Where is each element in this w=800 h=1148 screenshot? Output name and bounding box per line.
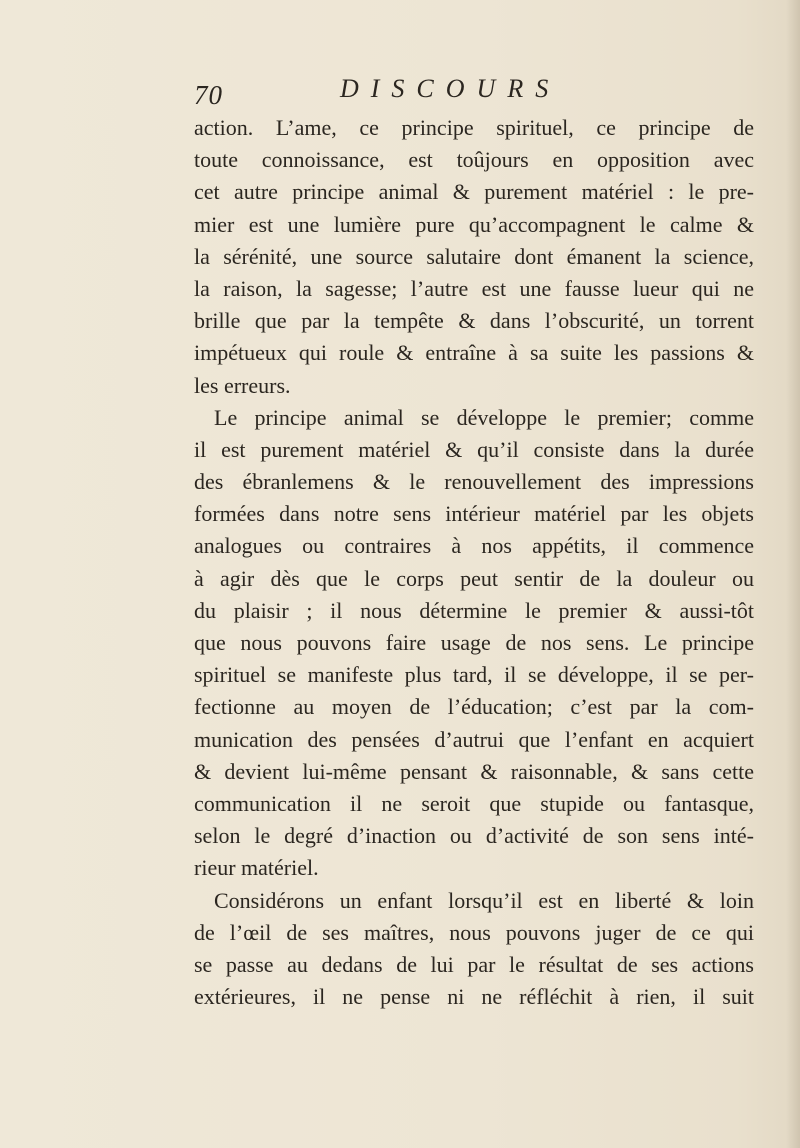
page-number: 70 [194, 80, 223, 110]
text-line: extérieures, il ne pense ni ne réfléchit à rien, il suit [194, 984, 754, 1010]
text-line: toute connoissance, est toûjours en opposition avec [194, 147, 754, 173]
text-line: mier est une lumière pure qu’accompagnent le calme & [194, 211, 754, 237]
text-line: du plaisir ; il nous détermine le premier & aussi-tôt [194, 597, 754, 623]
text-line: selon le degré d’inaction ou d’activité de son sens inté- [194, 823, 754, 849]
text-line: des ébranlemens & le renouvellement des impressions [194, 469, 754, 495]
text-line: il est purement matériel & qu’il consiste dans la durée [194, 436, 754, 462]
text-line: de l’œil de ses maîtres, nous pouvons juger de ce qui [194, 919, 754, 945]
paragraph-end-line: les erreurs. [194, 372, 291, 398]
text-line: la raison, la sagesse; l’autre est une fausse lueur qui ne [194, 275, 754, 301]
text-line: la sérénité, une source salutaire dont émanent la science, [194, 243, 754, 269]
paragraph-start-line: Considérons un enfant lorsqu’il est en liberté & loin [214, 887, 754, 913]
text-line: spirituel se manifeste plus tard, il se développe, il se per- [194, 662, 754, 688]
text-line: à agir dès que le corps peut sentir de la douleur ou [194, 565, 754, 591]
text-line: se passe au dedans de lui par le résultat de ses actions [194, 951, 754, 977]
text-line: brille que par la tempête & dans l’obscurité, un torrent [194, 308, 754, 334]
text-line: munication des pensées d’autrui que l’enfant en acquiert [194, 726, 754, 752]
paragraph-start-line: Le principe animal se développe le premier; comme [214, 404, 754, 430]
running-title: DISCOURS [340, 74, 561, 103]
text-line: communication il ne seroit que stupide ou fantasque, [194, 790, 754, 816]
paragraph-end-line: rieur matériel. [194, 855, 319, 881]
body-text [194, 112, 754, 1013]
text-line: formées dans notre sens intérieur matériel par les objets [194, 501, 754, 527]
text-line: & devient lui-même pensant & raisonnable, & sans cette [194, 758, 754, 784]
text-line: fectionne au moyen de l’éducation; c’est par la com- [194, 694, 754, 720]
text-line: impétueux qui roule & entraîne à sa suite les passions & [194, 340, 754, 366]
text-line: action. L’ame, ce principe spirituel, ce principe de [194, 115, 754, 140]
running-head [194, 74, 754, 114]
text-line: analogues ou contraires à nos appétits, il commence [194, 533, 754, 559]
text-line: cet autre principe animal & purement matériel : le pre- [194, 179, 754, 205]
spine-shadow [786, 0, 800, 1148]
text-line: que nous pouvons faire usage de nos sens. Le principe [194, 630, 754, 655]
